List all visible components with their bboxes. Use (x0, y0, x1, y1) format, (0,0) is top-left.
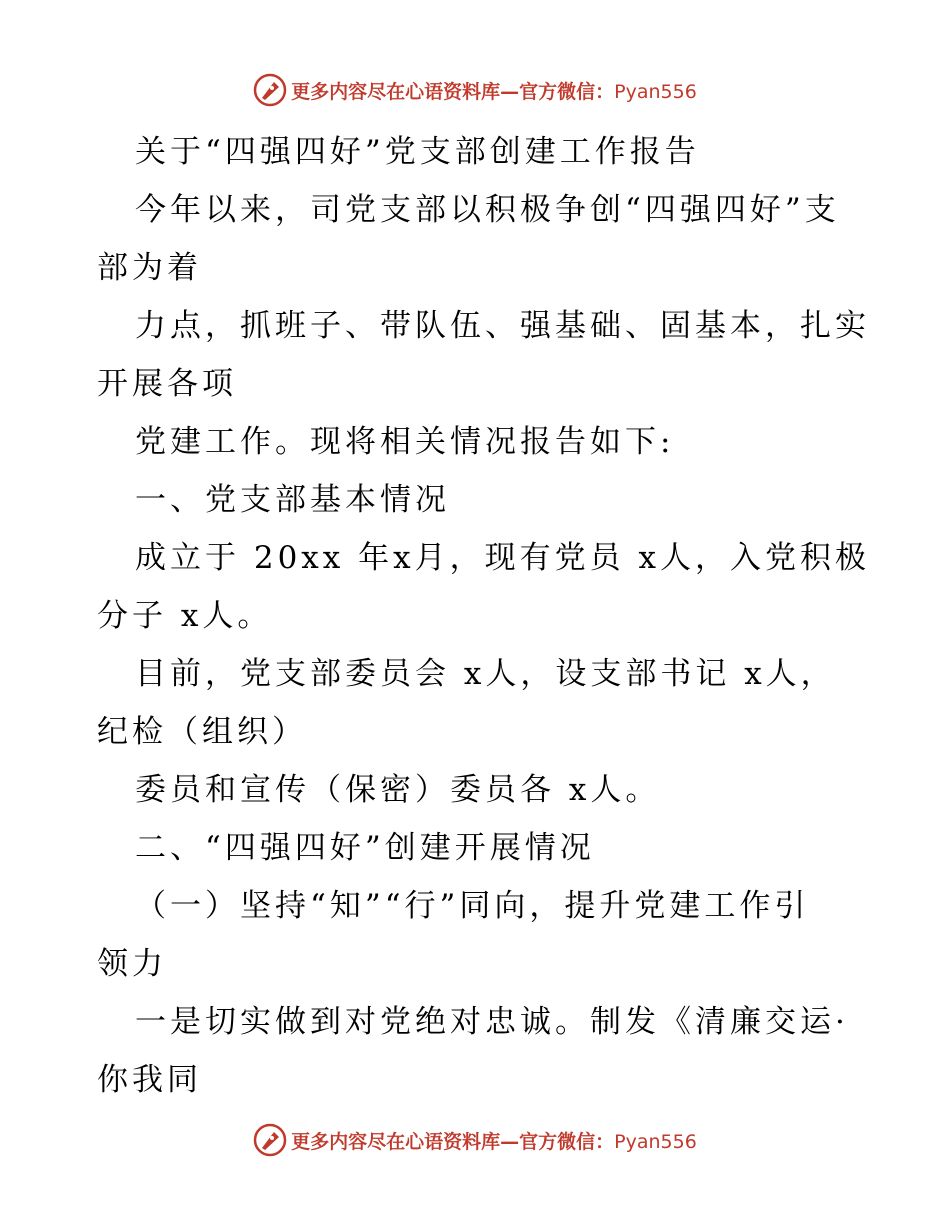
banner-wechat-id: Pyan556 (614, 80, 697, 103)
document-line: 开展各项 (97, 366, 237, 402)
pen-nib-logo-icon (253, 73, 287, 107)
document-line: 关于“四强四好”党支部创建工作报告 (135, 134, 700, 170)
banner-text (291, 1127, 697, 1154)
document-body (97, 123, 870, 1109)
document-line: 一是切实做到对党绝对忠诚。制发《清廉交运· (135, 1004, 849, 1040)
document-line: 今年以来，司党支部以积极争创“四强四好”支 (135, 192, 840, 228)
document-line: 纪检（组织） (97, 714, 307, 750)
document-line: （一）坚持“知”“行”同向，提升党建工作引 (135, 888, 810, 924)
banner-title: 更多内容尽在心语资料库—官方微信： (291, 80, 615, 103)
document-line: 力点，抓班子、带队伍、强基础、固基本，扎实 (135, 308, 870, 344)
document-line: 委员和宣传（保密）委员各 x人。 (135, 772, 661, 808)
document-line: 分子 x人。 (97, 598, 273, 634)
document-line: 一、党支部基本情况 (135, 482, 450, 518)
document-line: 党建工作。现将相关情况报告如下: (135, 424, 675, 460)
footer-banner (0, 1120, 950, 1160)
document-line: 领力 (97, 946, 167, 982)
document-line: 你我同 (97, 1062, 202, 1098)
document-line: 部为着 (97, 250, 202, 286)
header-banner (0, 70, 950, 110)
banner-text (291, 77, 697, 104)
document-line: 成立于 20xx 年x月，现有党员 x人，入党积极 (135, 540, 870, 576)
pen-nib-logo-icon (253, 1123, 287, 1157)
document-line: 二、“四强四好”创建开展情况 (135, 830, 595, 866)
document-line: 目前，党支部委员会 x人，设支部书记 x人， (135, 656, 836, 692)
banner-wechat-id: Pyan556 (614, 1130, 697, 1153)
banner-title: 更多内容尽在心语资料库—官方微信： (291, 1130, 615, 1153)
